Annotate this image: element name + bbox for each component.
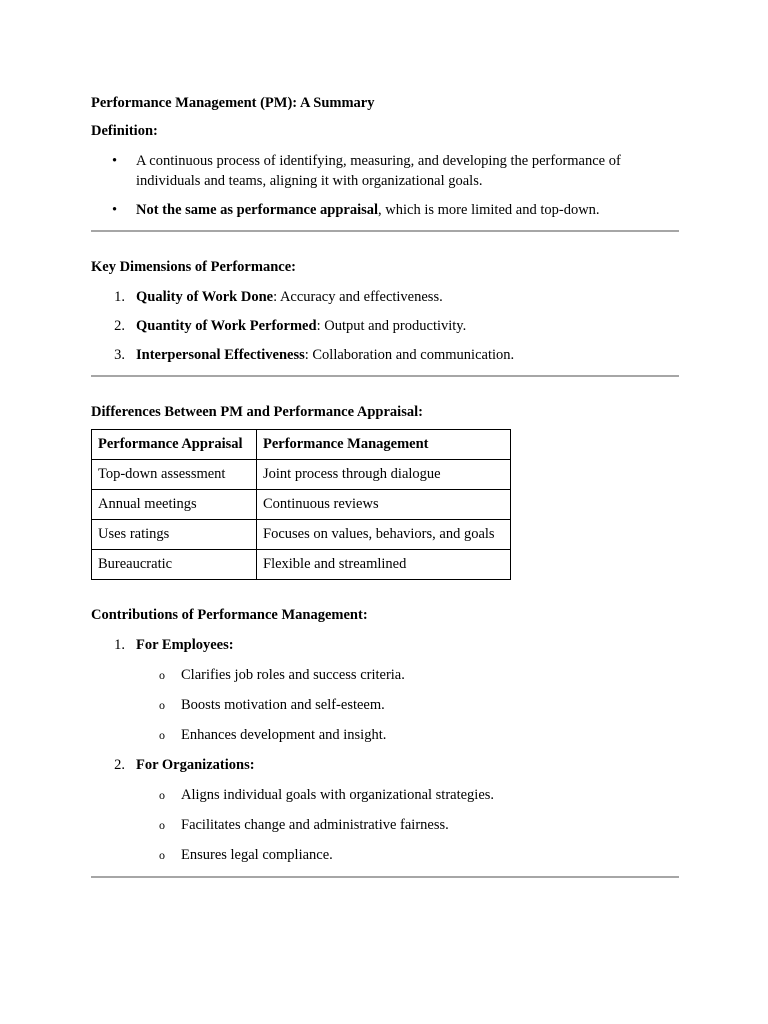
table-header-row bbox=[92, 430, 511, 460]
section-divider bbox=[91, 375, 679, 377]
list-item: • A continuous process of identifying, measuring, and developing the performance of individuals and teams, aligning it with organizational goals. bbox=[112, 153, 621, 189]
bullet-icon: • bbox=[112, 153, 118, 169]
list-item: o Ensures legal compliance. bbox=[159, 847, 333, 863]
list-item: 2. Quantity of Work Performed: Output and productivity. bbox=[114, 318, 467, 334]
section-divider bbox=[91, 876, 679, 878]
definition-heading: Definition: bbox=[91, 123, 158, 139]
list-item: • Not the same as performance appraisal, which is more limited and top-down. bbox=[112, 202, 600, 218]
list-item: o Enhances development and insight. bbox=[159, 727, 387, 743]
table-row bbox=[92, 490, 511, 520]
document-page bbox=[91, 93, 679, 878]
list-item: 2. For Organizations: bbox=[114, 757, 255, 773]
table-row bbox=[92, 460, 511, 490]
table-cell: Joint process through dialogue bbox=[257, 460, 511, 490]
table-row bbox=[92, 520, 511, 550]
list-item: o Aligns individual goals with organizational strategies. bbox=[159, 787, 495, 803]
table-header-cell: Performance Management bbox=[257, 430, 511, 460]
table-cell: Focuses on values, behaviors, and goals bbox=[257, 520, 511, 550]
list-item: 1. Quality of Work Done: Accuracy and effectiveness. bbox=[114, 289, 443, 305]
circle-bullet-icon: o bbox=[159, 818, 165, 832]
contributions-list-continued bbox=[91, 755, 679, 775]
organization-contributions-list bbox=[91, 785, 679, 865]
employee-contributions-list bbox=[91, 665, 679, 745]
list-item: o Boosts motivation and self-esteem. bbox=[159, 697, 385, 713]
section-divider bbox=[91, 230, 679, 232]
table-cell: Continuous reviews bbox=[257, 490, 511, 520]
contributions-heading: Contributions of Performance Management: bbox=[91, 607, 368, 623]
table-cell: Uses ratings bbox=[92, 520, 257, 550]
list-item: o Facilitates change and administrative fairness. bbox=[159, 817, 449, 833]
table-row bbox=[92, 550, 511, 580]
list-item: 3. Interpersonal Effectiveness: Collaboration and communication. bbox=[114, 347, 515, 363]
document-title: Performance Management (PM): A Summary bbox=[91, 95, 375, 111]
circle-bullet-icon: o bbox=[159, 728, 165, 742]
circle-bullet-icon: o bbox=[159, 788, 165, 802]
table-cell: Top-down assessment bbox=[92, 460, 257, 490]
table-cell: Bureaucratic bbox=[92, 550, 257, 580]
bullet-icon: • bbox=[112, 202, 118, 218]
table-cell: Flexible and streamlined bbox=[257, 550, 511, 580]
list-item: o Clarifies job roles and success criteria. bbox=[159, 667, 405, 683]
dimensions-list bbox=[91, 287, 679, 365]
differences-heading: Differences Between PM and Performance Appraisal: bbox=[91, 404, 423, 420]
circle-bullet-icon: o bbox=[159, 848, 165, 862]
table-header-cell: Performance Appraisal bbox=[92, 430, 257, 460]
contributions-list bbox=[91, 635, 679, 655]
table-cell: Annual meetings bbox=[92, 490, 257, 520]
definition-list bbox=[91, 151, 679, 220]
circle-bullet-icon: o bbox=[159, 698, 165, 712]
dimensions-heading: Key Dimensions of Performance: bbox=[91, 259, 296, 275]
circle-bullet-icon: o bbox=[159, 668, 165, 682]
list-item: 1. For Employees: bbox=[114, 637, 234, 653]
comparison-table bbox=[91, 429, 511, 580]
